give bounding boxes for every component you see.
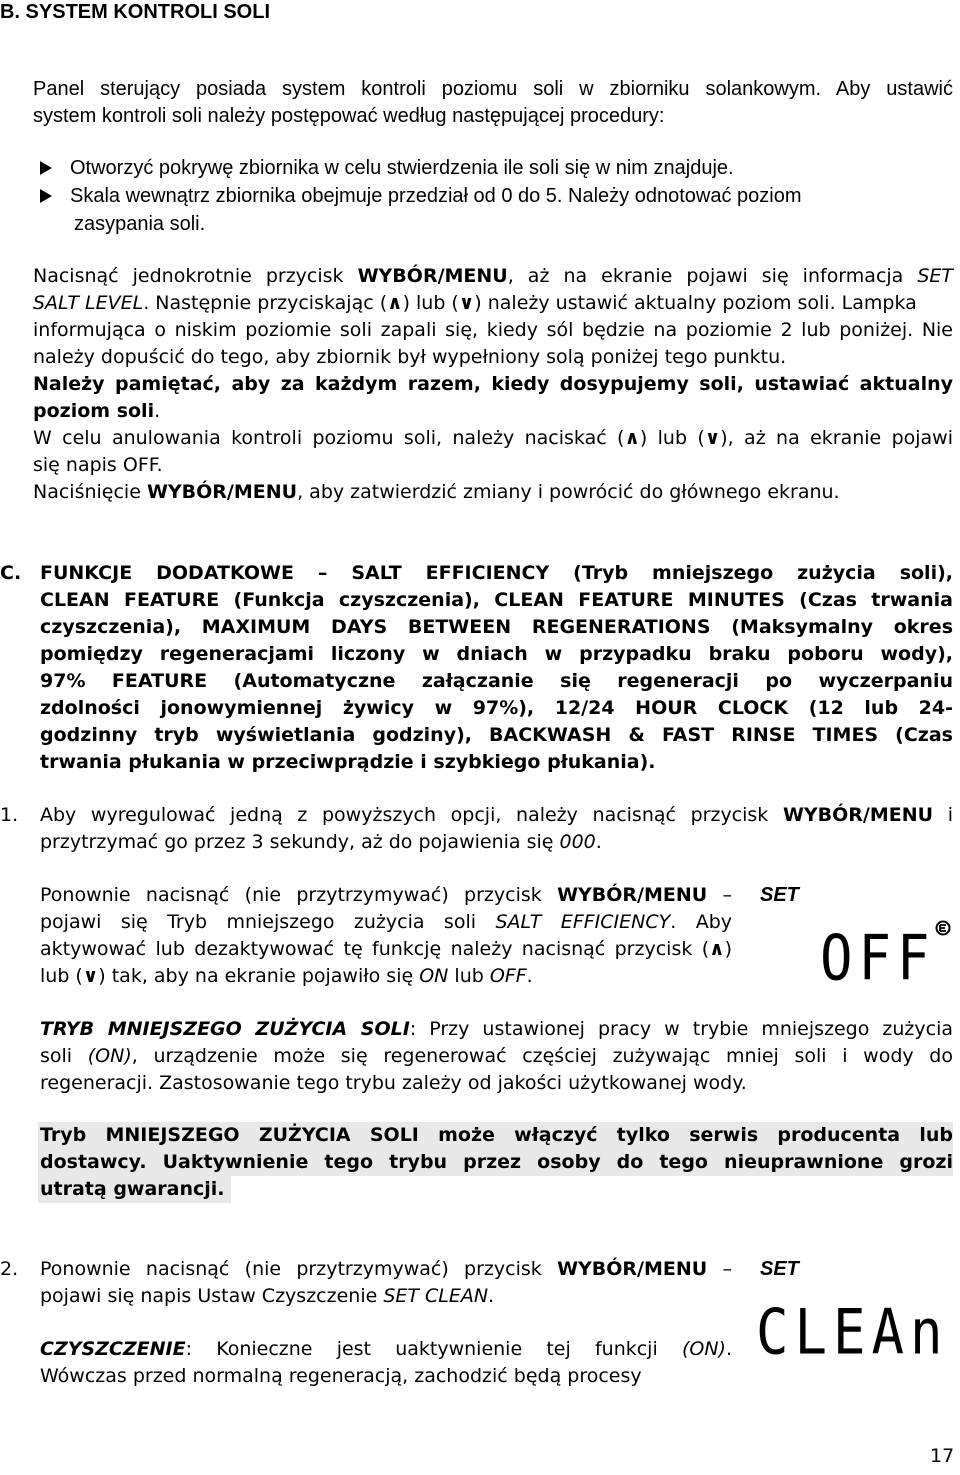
warning-line-1: Tryb MNIEJSZEGO ZUŻYCIA SOLI może włączyć tylko serwis producenta lub (40, 1124, 953, 1146)
section-c-heading-1: FUNKCJE DODATKOWE – SALT EFFICIENCY (Tryb mniejszego zużycia soli), (40, 562, 953, 584)
p1-line-3: informująca o niskim poziomie soli zapali się, kiedy sól będzie na poziomie 2 lub poniżej. Nie (33, 319, 953, 341)
warning-line-3: utratą gwarancji. (40, 1178, 225, 1200)
bullet-1 (40, 155, 734, 182)
p1-line-7: W celu anulowania kontroli poziomu soli, należy naciskać (∧) lub (∨), aż na ekranie pojawi (33, 427, 953, 449)
p1-line-9: Naciśnięcie WYBÓR/MENU, aby zatwierdzić zmiany i powrócić do głównego ekranu. (33, 481, 840, 503)
section-c-heading-7: godzinny tryb wyświetlania godziny), BACKWASH & FAST RINSE TIMES (Czas (40, 724, 953, 746)
intro-line-1: Panel sterujący posiada system kontroli poziomu soli w zbiorniku solankowym. Aby ustawić (33, 78, 953, 100)
item-2-line-1: Ponownie nacisnąć (nie przytrzymywać) przycisk WYBÓR/MENU – (40, 1258, 733, 1280)
section-c-heading-6: zdolności jonowymiennej żywicy w 97%), 12/24 HOUR CLOCK (12 lub 24- (40, 697, 953, 719)
item-1-line-2: przytrzymać go przez 3 sekundy, aż do pojawienia się 000. (40, 831, 602, 853)
item-1-p-line-3: aktywować lub dezaktywować tę funkcję należy nacisnąć przycisk (∧) (40, 938, 732, 960)
item-1-p-line-4: lub (∨) tak, aby na ekranie pojawiło się ON lub OFF. (40, 965, 533, 987)
section-c-heading-5: 97% FEATURE (Automatyczne załączanie się regeneracji po wyczerpaniu (40, 670, 953, 692)
item-2-line-2: pojawi się napis Ustaw Czyszczenie SET CLEAN. (40, 1285, 495, 1307)
intro-line-2: system kontroli soli należy postępować według następującej procedury: (33, 105, 665, 127)
item-1-line-1: Aby wyregulować jedną z powyższych opcji, należy nacisnąć przycisk WYBÓR/MENU i (40, 804, 953, 826)
page-number: 17 (930, 1445, 955, 1467)
p1-line-5: Należy pamiętać, aby za każdym razem, kiedy dosypujemy soli, ustawiać aktualny (33, 373, 953, 395)
lcd-display-clean (756, 1258, 956, 1368)
bullet-2-cont: zasypania soli. (74, 213, 206, 235)
bullet-1-text: Otworzyć pokrywę zbiornika w celu stwierdzenia ile soli się w nim znajduje. (70, 157, 734, 179)
p1-line-2: SALT LEVEL. Następnie przyciskając (∧) lub (∨) należy ustawić aktualny poziom soli. Lampka (33, 292, 917, 314)
p1-line-1: Nacisnąć jednokrotnie przycisk WYBÓR/MENU, aż na ekranie pojawi się informacja SET (33, 265, 954, 287)
salt-efficiency-icon (934, 920, 952, 936)
section-b-heading: B. SYSTEM KONTROLI SOLI (0, 1, 271, 23)
section-c-heading-3: czyszczenia), MAXIMUM DAYS BETWEEN REGENERATIONS (Maksymalny okres (40, 616, 953, 638)
mode-line-1: TRYB MNIEJSZEGO ZUŻYCIA SOLI: Przy ustawionej pracy w trybie mniejszego zużycia (40, 1018, 953, 1040)
bullet-2 (40, 183, 802, 210)
item-2-number: 2. (0, 1258, 19, 1280)
down-arrow-icon: ∨ (704, 427, 721, 449)
lcd-set-label: SET (760, 1258, 799, 1280)
section-c-heading-4: pomiędzy regeneracjami liczony w dniach w przypadku braku poboru wody), (40, 643, 953, 665)
section-c-label: C. (0, 562, 22, 584)
section-c-heading-2: CLEAN FEATURE (Funkcja czyszczenia), CLEAN FEATURE MINUTES (Czas trwania (40, 589, 953, 611)
bullet-arrow-icon (40, 189, 52, 203)
section-c-heading-8: trwania płukania w przeciwprądzie i szybkiego płukania). (40, 751, 656, 773)
up-arrow-icon: ∧ (387, 292, 403, 314)
bullet-arrow-icon (40, 161, 52, 175)
up-arrow-icon: ∧ (624, 427, 640, 449)
lcd-display-off (756, 884, 956, 994)
clean-line-2: Wówczas przed normalną regeneracją, zachodzić będą procesy (40, 1365, 642, 1387)
item-1-p-line-1: Ponownie nacisnąć (nie przytrzymywać) przycisk WYBÓR/MENU – (40, 884, 733, 906)
mode-line-3: regeneracji. Zastosowanie tego trybu zależy od jakości użytkowanej wody. (40, 1072, 747, 1094)
up-arrow-icon: ∧ (709, 938, 725, 960)
item-1-p-line-2: pojawi się Tryb mniejszego zużycia soli SALT EFFICIENCY. Aby (40, 911, 733, 933)
clean-line-1: CZYSZCZENIE: Konieczne jest uaktywnienie tej funkcji (ON). (40, 1338, 732, 1360)
p1-line-6: poziom soli. (33, 400, 161, 422)
bullet-2-text: Skala wewnątrz zbiornika obejmuje przedział od 0 do 5. Należy odnotować poziom (70, 185, 802, 207)
p1-line-4: należy dopuścić do tego, aby zbiornik był wypełniony solą poniżej tego punktu. (33, 346, 787, 368)
p1-line-8: się napis OFF. (33, 454, 163, 476)
lcd-value: CLEAn (756, 1296, 949, 1369)
item-1-number: 1. (0, 804, 19, 826)
lcd-set-label: SET (760, 884, 799, 906)
down-arrow-icon: ∨ (458, 292, 475, 314)
down-arrow-icon: ∨ (82, 965, 99, 987)
lcd-value: OFF (820, 922, 936, 995)
warning-line-2: dostawcy. Uaktywnienie tego trybu przez osoby do tego nieuprawnione grozi (40, 1151, 953, 1173)
mode-line-2: soli (ON), urządzenie może się regenerować częściej zużywając mniej soli i wody do (40, 1045, 953, 1067)
